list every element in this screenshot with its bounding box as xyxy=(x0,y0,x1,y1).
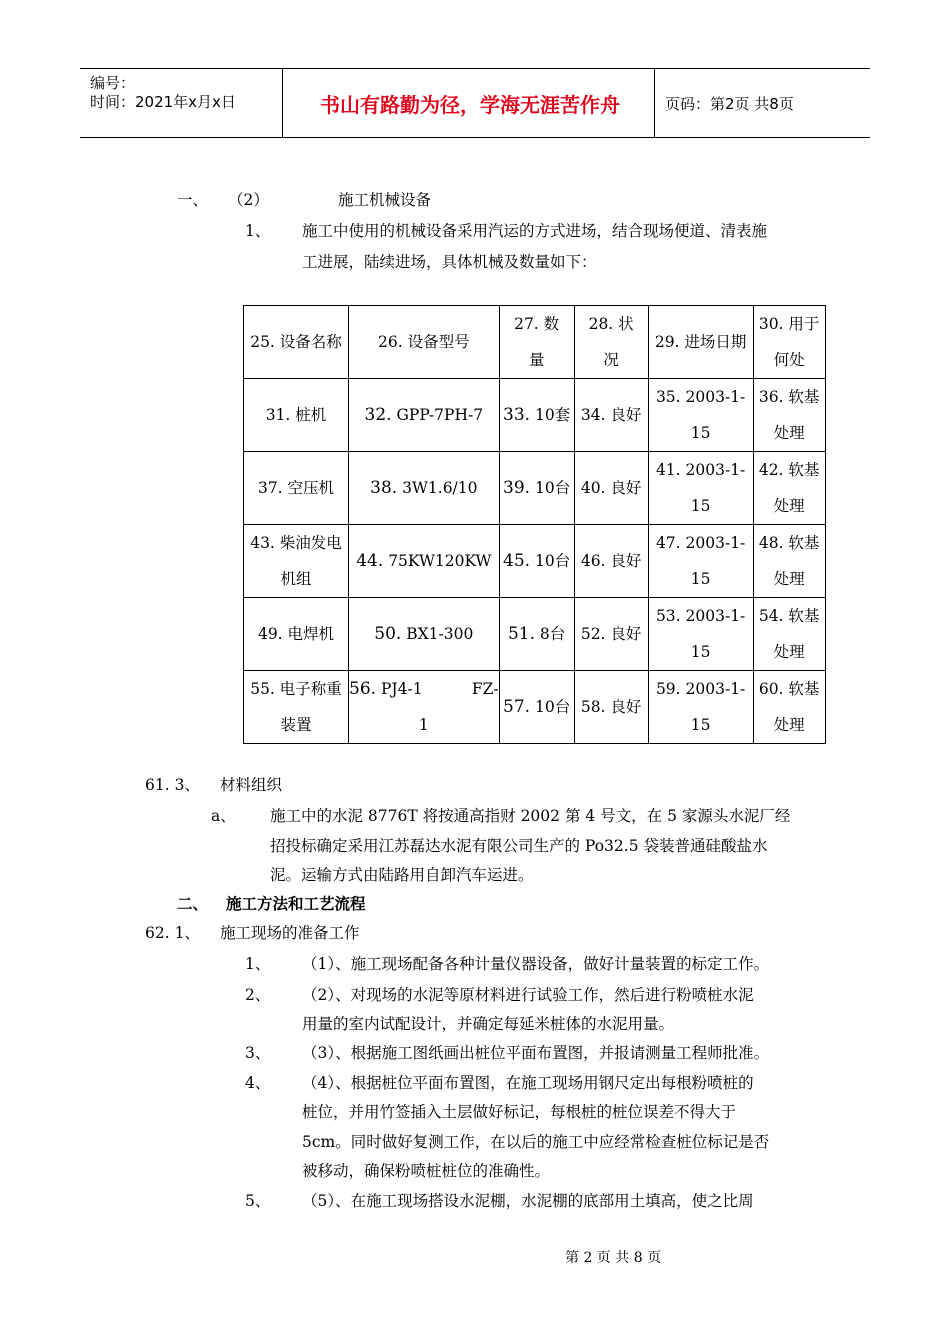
paragraph-line: 施工中的水泥 8776T 将按通高指财 2002 第 4 号文，在 5 家源头水泥厂经 xyxy=(270,807,791,825)
section-heading-number: 二、 xyxy=(177,894,209,913)
cell-date: 59. 2003-1- 15 xyxy=(648,671,753,744)
paragraph-line: 泥。运输方式由陆路用自卸汽车运进。 xyxy=(270,866,534,884)
cell-date: 35. 2003-1- 15 xyxy=(648,379,753,452)
cell-qty: 33. 10套 xyxy=(499,379,574,452)
table-header-row xyxy=(244,306,826,379)
paragraph-line: 施工中使用的机械设备采用汽运的方式进场，结合现场便道、清表施 xyxy=(302,222,768,240)
cell-name: 37. 空压机 xyxy=(244,452,349,525)
list-item-number: 4、 xyxy=(245,1074,271,1092)
list-item-number: 3、 xyxy=(245,1044,271,1062)
cell-use: 60. 软基 处理 xyxy=(753,671,825,744)
header-page-number: 页码：第2页 共8页 xyxy=(665,95,794,113)
cell-name: 43. 柴油发电 机组 xyxy=(244,525,349,598)
list-item-number: 2、 xyxy=(245,986,271,1004)
cell-date: 41. 2003-1- 15 xyxy=(648,452,753,525)
cell-model: 44. 75KW120KW xyxy=(349,525,500,598)
table-row xyxy=(244,452,826,525)
section-heading-sub: （2） xyxy=(228,191,269,209)
material-item-label: a、 xyxy=(211,807,236,825)
cell-model: 56. PJ4-1 FZ- 1 xyxy=(349,671,500,744)
cell-state: 34. 良好 xyxy=(574,379,648,452)
cell-qty: 39. 10台 xyxy=(499,452,574,525)
doc-number-label: 编号： xyxy=(90,74,136,92)
section-heading-number: 一、 xyxy=(177,191,209,209)
material-section-title: 材料组织 xyxy=(220,776,283,794)
paragraph-line: 工进展，陆续进场，具体机械及数量如下： xyxy=(302,253,597,271)
header-cell-state: 28. 状 况 xyxy=(574,306,648,379)
material-section-number: 61. 3、 xyxy=(145,776,200,794)
paragraph-number: 1、 xyxy=(245,222,271,240)
cell-use: 54. 软基 处理 xyxy=(753,598,825,671)
list-item-number: 5、 xyxy=(245,1192,271,1210)
header-divider xyxy=(282,69,283,137)
cell-state: 46. 良好 xyxy=(574,525,648,598)
list-item-line: （3）、根据施工图纸画出桩位平面布置图，并报请测量工程师批准。 xyxy=(302,1044,770,1062)
header-cell-qty: 27. 数 量 xyxy=(499,306,574,379)
header-cell-date: 29. 进场日期 xyxy=(648,306,753,379)
list-item-line: 桩位，并用竹签插入土层做好标记，每根桩的桩位误差不得大于 xyxy=(302,1103,737,1121)
table-row xyxy=(244,525,826,598)
subsection-number: 62. 1、 xyxy=(145,924,200,942)
list-item-line: （1）、施工现场配备各种计量仪器设备，做好计量装置的标定工作。 xyxy=(302,955,770,973)
equipment-table xyxy=(243,305,826,744)
doc-time-label: 时间：2021年x月x日 xyxy=(90,93,236,111)
cell-qty: 51. 8台 xyxy=(499,598,574,671)
header-cell-use: 30. 用于 何处 xyxy=(753,306,825,379)
table-row xyxy=(244,379,826,452)
list-item-line: 用量的室内试配设计，并确定每延米桩体的水泥用量。 xyxy=(302,1015,675,1033)
cell-state: 58. 良好 xyxy=(574,671,648,744)
subsection-title: 施工现场的准备工作 xyxy=(220,924,360,942)
cell-state: 40. 良好 xyxy=(574,452,648,525)
header-motto: 书山有路勤为径，学海无涯苦作舟 xyxy=(320,93,620,117)
cell-use: 36. 软基 处理 xyxy=(753,379,825,452)
section-heading-title: 施工机械设备 xyxy=(338,191,432,209)
cell-name: 49. 电焊机 xyxy=(244,598,349,671)
cell-use: 48. 软基 处理 xyxy=(753,525,825,598)
cell-model: 32. GPP-7PH-7 xyxy=(349,379,500,452)
cell-date: 53. 2003-1- 15 xyxy=(648,598,753,671)
list-item-line: （5）、在施工现场搭设水泥棚，水泥棚的底部用土填高，使之比周 xyxy=(302,1192,754,1210)
table-row xyxy=(244,598,826,671)
list-item-line: （4）、根据桩位平面布置图，在施工现场用钢尺定出每根粉喷桩的 xyxy=(302,1074,754,1092)
cell-name: 31. 桩机 xyxy=(244,379,349,452)
list-item-line: （2）、对现场的水泥等原材料进行试验工作，然后进行粉喷桩水泥 xyxy=(302,986,754,1004)
cell-date: 47. 2003-1- 15 xyxy=(648,525,753,598)
header-cell-model: 26. 设备型号 xyxy=(349,306,500,379)
table-row xyxy=(244,671,826,744)
section-heading-title: 施工方法和工艺流程 xyxy=(226,894,366,913)
list-item-number: 1、 xyxy=(245,955,271,973)
paragraph-line: 招投标确定采用江苏磊达水泥有限公司生产的 Po32.5 袋装普通硅酸盐水 xyxy=(270,837,768,855)
cell-state: 52. 良好 xyxy=(574,598,648,671)
cell-model: 50. BX1-300 xyxy=(349,598,500,671)
cell-model: 38. 3W1.6/10 xyxy=(349,452,500,525)
list-item-line: 被移动，确保粉喷桩桩位的准确性。 xyxy=(302,1162,551,1180)
cell-use: 42. 软基 处理 xyxy=(753,452,825,525)
page-header xyxy=(80,68,870,138)
cell-name: 55. 电子称重 装置 xyxy=(244,671,349,744)
header-cell-name: 25. 设备名称 xyxy=(244,306,349,379)
cell-qty: 45. 10台 xyxy=(499,525,574,598)
footer-page-number: 第 2 页 共 8 页 xyxy=(565,1250,662,1266)
list-item-line: 5cm。同时做好复测工作，在以后的施工中应经常检查桩位标记是否 xyxy=(302,1133,770,1151)
cell-qty: 57. 10台 xyxy=(499,671,574,744)
